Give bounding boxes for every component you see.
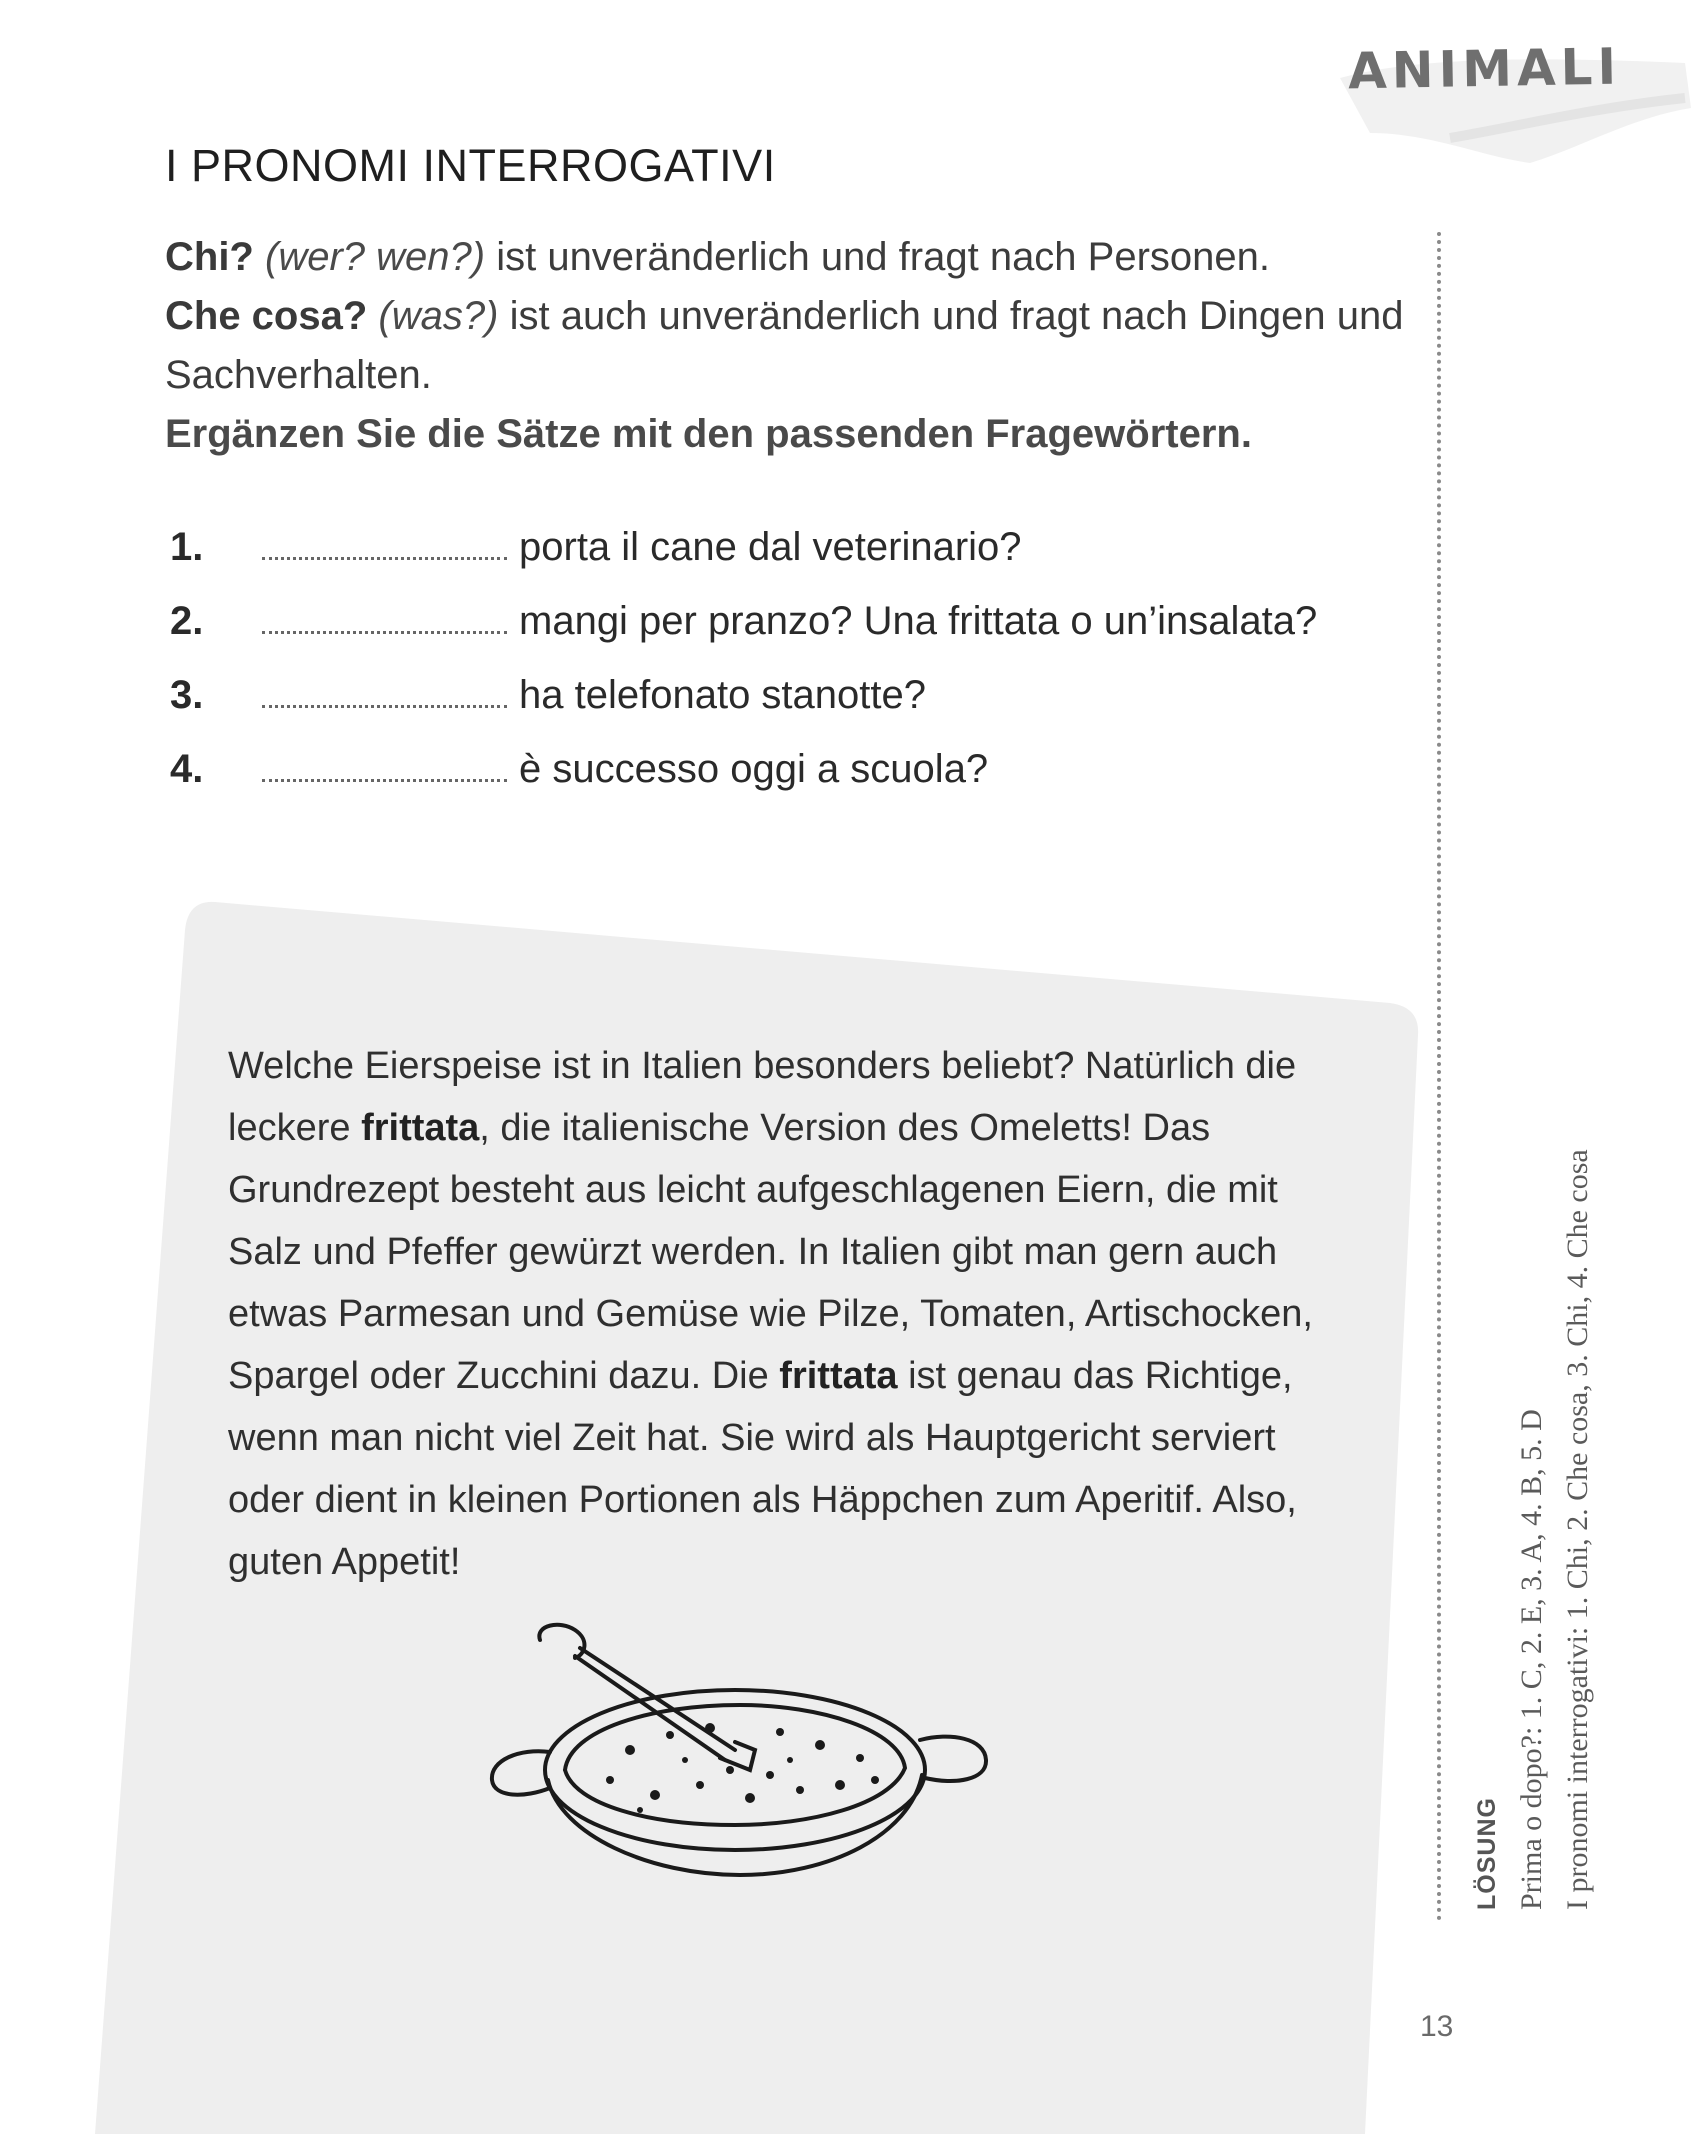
exercise-number: 3. [170,673,204,717]
exercise-list [170,525,1420,821]
answer-blank[interactable] [262,553,507,560]
page-number: 13 [1420,2010,1454,2043]
section-label: ANIMALI [1347,37,1622,101]
exercise-number: 1. [170,525,204,569]
solution-line: Prima o dopo?: 1. C, 2. E, 3. A, 4. B, 5. D [1515,1409,1548,1910]
solution-heading: LÖSUNG [1473,1797,1501,1910]
intro-line-chi: Chi? (wer? wen?) ist unveränderlich und fragt nach Personen. [165,235,1271,279]
frittata-pan-illustration [480,1620,1000,1890]
page-title: I PRONOMI INTERROGATIVI [165,140,776,191]
solution-line: I pronomi interrogativi: 1. Chi, 2. Che cosa, 3. Chi, 4. Che cosa [1561,1149,1594,1910]
exercise-sentence: è successo oggi a scuola? [519,747,989,791]
exercise-sentence: porta il cane dal veterinario? [519,525,1022,569]
answer-blank[interactable] [262,775,507,782]
exercise-item [170,599,1420,673]
exercise-sentence: mangi per pranzo? Una frittata o un’insalata? [519,599,1318,643]
exercise-item [170,525,1420,599]
exercise-item [170,747,1420,821]
intro-line-che-cosa: Che cosa? (was?) ist auch unveränderlich und fragt nach Dingen und Sachverhalten. [165,294,1404,397]
intro-text [165,228,1415,464]
exercise-number: 2. [170,599,204,643]
info-text: Welche Eierspeise ist in Italien besonders beliebt? Natürlich die leckere frittata, die italienische Version des Omeletts! Das Grundrezept besteht aus leicht aufgeschlagenen Eiern, die mit Salz und Pfeffer gewürzt werden. In Italien gibt man gern auch etwas Parmesan und Gemüse wie Pilze, Tomaten, Artischocken, Spargel oder Zucchini dazu. Die frittata ist genau das Richtige, wenn man nicht viel Zeit hat. Sie wird als Hauptgericht serviert oder dient in kleinen Portionen als Häppchen zum Aperitif. Also, guten Appetit! [228,1045,1313,1583]
exercise-item [170,673,1420,747]
answer-blank[interactable] [262,701,507,708]
solution-panel [1465,970,1601,1910]
exercise-sentence: ha telefonato stanotte? [519,673,926,717]
instruction: Ergänzen Sie die Sätze mit den passenden Fragewörtern. [165,412,1252,456]
answer-blank[interactable] [262,627,507,634]
side-divider [1437,232,1441,1922]
exercise-number: 4. [170,747,204,791]
